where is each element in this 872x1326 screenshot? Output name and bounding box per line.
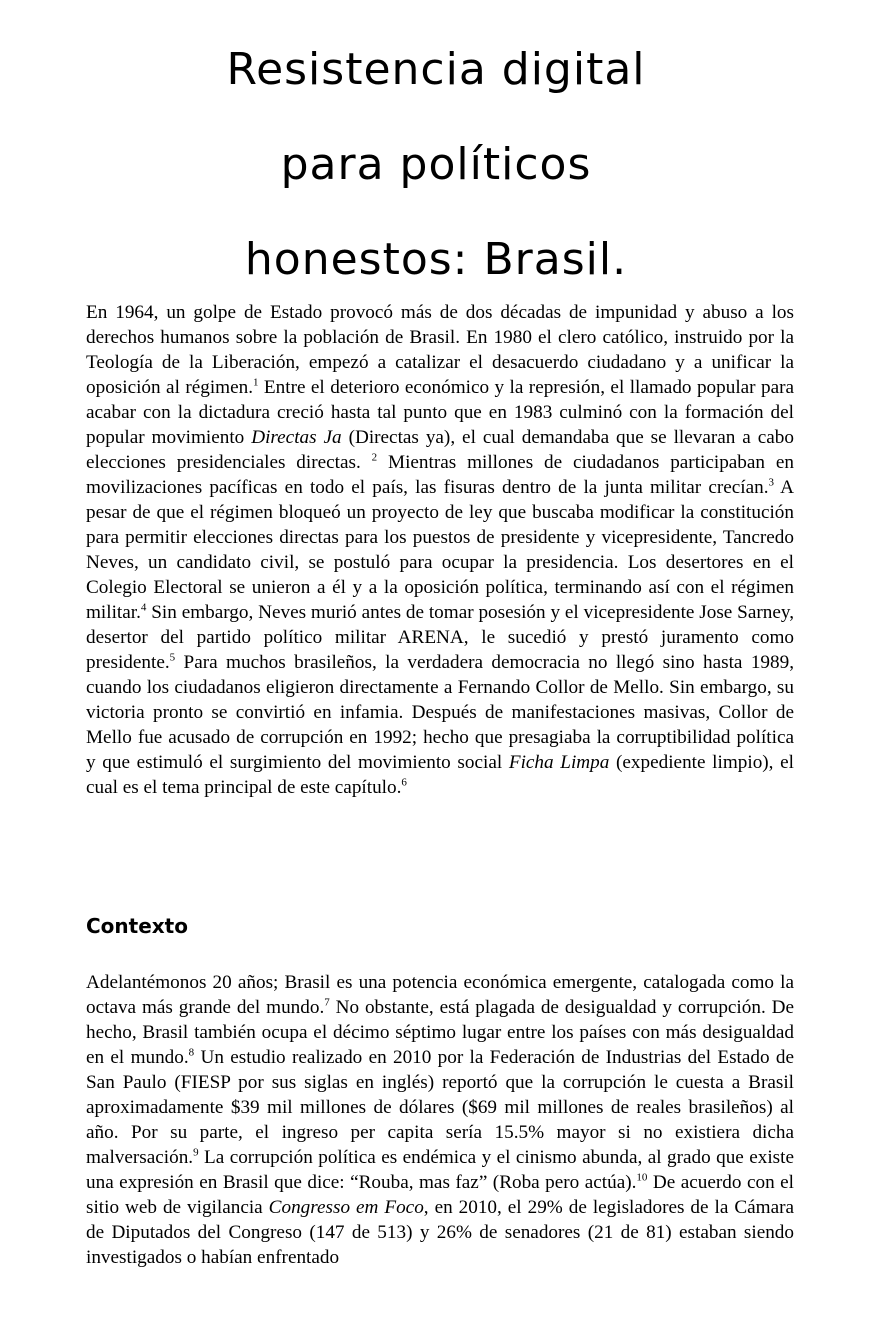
section-heading-contexto: Contexto [86,914,188,938]
text-run: Adelantémonos 20 años; Brasil es una potencia económica emergente, catalogada como la octava más grande del mundo. [86,972,794,1018]
page-title [0,22,872,307]
text-run: , en 2010, el 29% de legisladores de la Cámara de Diputados del Congreso (147 de 513) y 26% de senadores (21 de 81) estaban siendo investigados o habían enfrentado [86,1197,794,1268]
footnote-ref-1: 1 [253,376,259,389]
text-run: Mientras millones de ciudadanos participaban en movilizaciones pacíficas en todo el país, las fisuras dentro de la junta militar crecían. [86,452,794,498]
text-run: De acuerdo con el sitio web de vigilancia [86,1172,794,1218]
italic-term-ficha-limpa: Ficha Limpa [508,752,610,773]
footnote-ref-6: 6 [401,776,407,789]
footnote-ref-5: 5 [169,651,176,664]
footnote-ref-8: 8 [188,1046,195,1059]
text-run: No obstante, está plagada de desigualdad y corrupción. De hecho, Brasil también ocupa el décimo séptimo lugar entre los países con más desigualdad en el mundo. [86,997,794,1068]
text-run: Para muchos brasileños, la verdadera democracia no llegó sino hasta 1989, cuando los ciudadanos eligieron directamente a Fernando Collor de Mello. Sin embargo, su victoria pronto se convirtió en infamia. Después de manifestaciones masivas, Collor de Mello fue acusado de corrupción en 1992; hecho que presagiaba la corruptibilidad política y que estimuló el surgimiento del movimiento social [86,652,794,773]
text-run: Entre el deterioro económico y la represión, el llamado popular para acabar con la dictadura creció hasta tal punto que en 1983 culminó con la formación del popular movimiento [86,377,795,448]
text-run: En 1964, un golpe de Estado provocó más de dos décadas de impunidad y abuso a los derechos humanos sobre la población de Brasil. En 1980 el clero católico, instruido por la Teología de la Liberación, empezó a catalizar el desacuerdo ciudadano y a unificar la oposición al régimen. [86,302,794,398]
italic-term-directas-ja: Directas Ja [251,427,342,448]
text-run: Un estudio realizado en 2010 por la Federación de Industrias del Estado de San Paulo (FIESP por sus siglas en inglés) reportó que la corrupción le cuesta a Brasil aproximadamente $39 mil millones de dólares ($69 mil millones de reales brasileños) al año. Por su parte, el ingreso per capita sería 15.5% mayor si no existiera dicha malversación. [86,1047,794,1168]
footnote-ref-7: 7 [324,996,330,1009]
title-line-3: honestos: Brasil. [244,234,628,285]
text-run: (expediente limpio), el cual es el tema principal de este capítulo. [86,752,794,798]
title-line-2: para políticos [280,139,592,190]
footnote-ref-4: 4 [140,601,147,614]
text-run: (Directas ya), el cual demandaba que se llevaran a cabo elecciones presidenciales directas. [86,427,794,473]
text-run: Sin embargo, Neves murió antes de tomar posesión y el vicepresidente Jose Sarney, desertor del partido político militar ARENA, le sucedió y prestó juramento como presidente. [86,602,794,673]
footnote-ref-9: 9 [193,1146,199,1159]
intro-paragraph [86,300,794,800]
title-line-1: Resistencia digital [226,44,646,95]
italic-term-congresso-em-foco: Congresso em Foco [268,1197,424,1218]
footnote-ref-3: 3 [768,476,775,489]
footnote-ref-2: 2 [371,451,378,464]
footnote-ref-10: 10 [636,1171,648,1184]
text-run: A pesar de que el régimen bloqueó un proyecto de ley que buscaba modificar la constitución para permitir elecciones directas para los puestos de presidente y vicepresidente, Tancredo Neves, un candidato civil, se postuló para ocupar la presidencia. Los desertores en el Colegio Electoral se unieron a él y a la oposición política, terminando así con el régimen militar. [86,477,794,623]
text-run: La corrupción política es endémica y el cinismo abunda, al grado que existe una expresión en Brasil que dice: “Rouba, mas faz” (Roba pero actúa). [86,1147,794,1193]
context-paragraph [86,970,794,1270]
